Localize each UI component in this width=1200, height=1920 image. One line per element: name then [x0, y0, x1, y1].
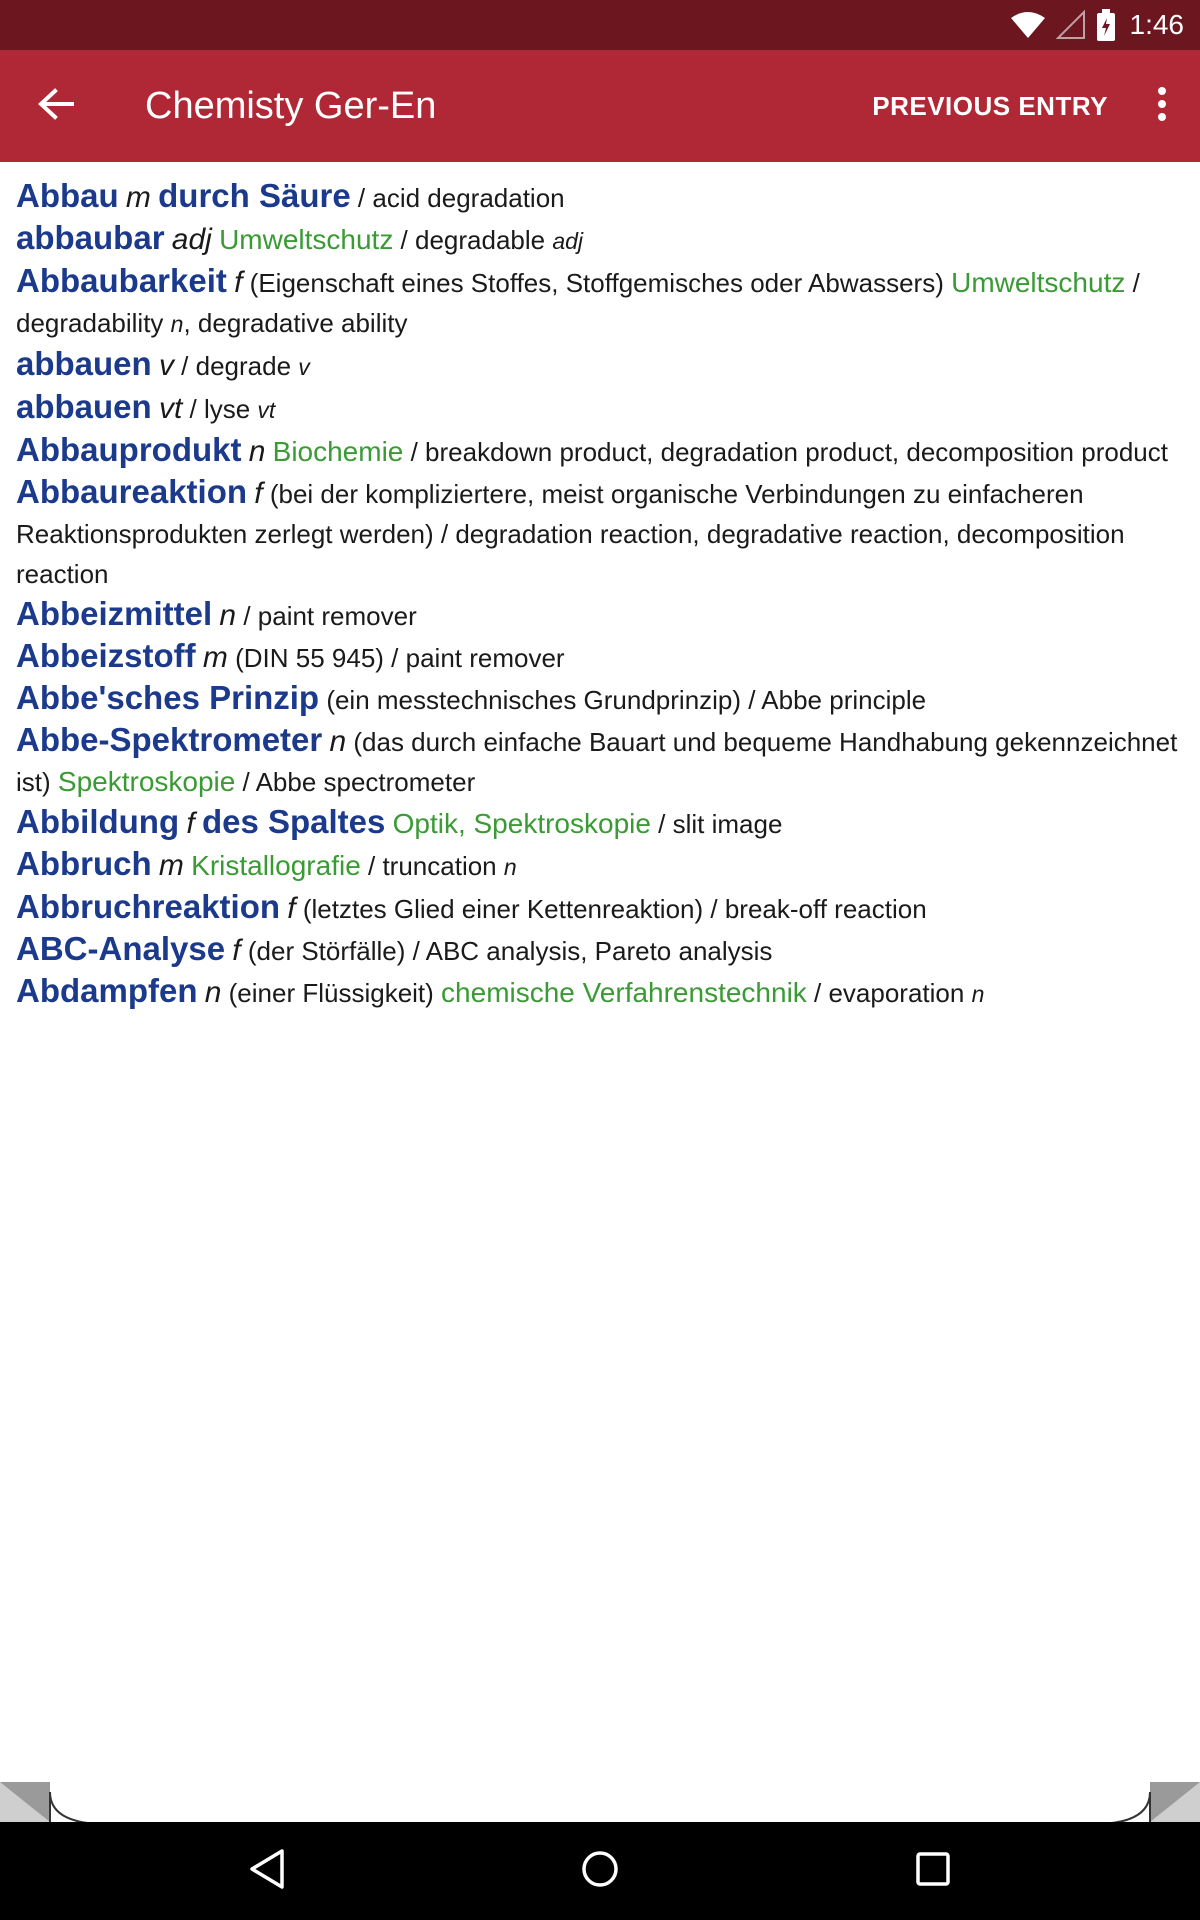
grammar-tag: f: [234, 266, 243, 299]
entry-list: [16, 176, 1184, 1014]
field-label: chemische Verfahrenstechnik: [441, 977, 807, 1008]
grammar-tag: m: [202, 641, 228, 674]
dictionary-entry[interactable]: [16, 218, 1184, 261]
grammar-tag: f: [254, 477, 263, 510]
definition-text: , degradative ability: [183, 308, 408, 338]
headword[interactable]: Abbe'sches Prinzip: [16, 679, 320, 716]
headword[interactable]: Abbauprodukt: [16, 431, 242, 468]
definition-text: / Abbe spectrometer: [235, 767, 476, 797]
definition-text: [195, 809, 202, 839]
definition-text: [265, 437, 272, 467]
headword[interactable]: abbaubar: [16, 219, 165, 256]
headword[interactable]: des Spaltes: [201, 803, 386, 840]
definition-text: [152, 394, 159, 424]
dictionary-entry[interactable]: [16, 344, 1184, 387]
definition-text: / paint remover: [236, 601, 417, 631]
status-time: 1:46: [1129, 9, 1184, 40]
wifi-icon: [1010, 11, 1046, 39]
nav-back-button[interactable]: [217, 1822, 317, 1920]
definition-text: (einer Flüssigkeit): [221, 978, 442, 1008]
definition-text: (das durch einfache Bauart und bequeme Handhabung gekennzeichnet ist): [16, 727, 1178, 797]
back-button[interactable]: [0, 50, 112, 162]
grammar-tag: m: [125, 181, 151, 214]
definition-text: (Eigenschaft eines Stoffes, Stoffgemisches oder Abwassers): [242, 268, 952, 298]
definition-text: / slit image: [650, 809, 783, 839]
definition-text: [152, 351, 159, 381]
definition-text: [212, 225, 219, 255]
dictionary-entry[interactable]: [16, 844, 1184, 887]
grammar-tag: m: [158, 849, 184, 882]
definition-text: [119, 183, 126, 213]
headword[interactable]: Abbaureaktion: [16, 473, 248, 510]
definition-text: (ein messtechnisches Grundprinzip) / Abbe principle: [319, 685, 927, 715]
definition-text: [152, 851, 159, 881]
definition-text: [385, 809, 392, 839]
dictionary-entry[interactable]: [16, 176, 1184, 218]
grammar-tag: adj: [552, 228, 584, 254]
grammar-tag: n: [204, 976, 222, 1009]
grammar-tag: f: [232, 934, 241, 967]
app-bar: [0, 50, 1200, 162]
headword[interactable]: abbauen: [16, 388, 152, 425]
signal-icon: [1056, 10, 1086, 40]
back-arrow-icon: [38, 88, 74, 125]
dictionary-entry[interactable]: [16, 472, 1184, 594]
headword[interactable]: ABC-Analyse: [16, 930, 226, 967]
headword[interactable]: Abbaubarkeit: [16, 262, 227, 299]
grammar-tag: f: [186, 807, 195, 840]
dictionary-entry[interactable]: [16, 971, 1184, 1014]
definition-text: (DIN 55 945) / paint remover: [227, 643, 565, 673]
dictionary-entry[interactable]: [16, 387, 1184, 430]
nav-home-icon: [580, 1849, 620, 1894]
headword[interactable]: Abdampfen: [16, 972, 198, 1009]
headword[interactable]: Abbildung: [16, 803, 180, 840]
headword[interactable]: Abbe-Spektrometer: [16, 721, 323, 758]
navigation-bar: [0, 1822, 1200, 1920]
dictionary-entry[interactable]: [16, 678, 1184, 720]
grammar-tag: n: [219, 599, 237, 632]
status-bar: [0, 0, 1200, 50]
field-label: Optik, Spektroskopie: [392, 808, 651, 839]
headword[interactable]: durch Säure: [158, 177, 351, 214]
field-label: Kristallografie: [191, 850, 361, 881]
dictionary-entry[interactable]: [16, 636, 1184, 678]
dictionary-entry[interactable]: [16, 594, 1184, 636]
grammar-tag: n: [248, 435, 266, 468]
definition-text: / breakdown product, degradation product, decomposition product: [403, 437, 1168, 467]
grammar-tag: vt: [257, 397, 276, 423]
definition-text: / degradable: [393, 225, 553, 255]
dictionary-entry[interactable]: [16, 929, 1184, 971]
dictionary-entry[interactable]: [16, 261, 1184, 344]
dictionary-entry[interactable]: [16, 720, 1184, 802]
grammar-tag: n: [170, 311, 184, 337]
overflow-menu-button[interactable]: [1132, 50, 1192, 162]
dictionary-entry[interactable]: [16, 430, 1184, 472]
grammar-tag: f: [287, 892, 296, 925]
grammar-tag: n: [503, 854, 517, 880]
definition-text: / evaporation: [806, 978, 972, 1008]
nav-recents-icon: [915, 1851, 951, 1892]
definition-text: [196, 643, 203, 673]
definition-text: [198, 978, 205, 1008]
grammar-tag: v: [158, 349, 174, 382]
headword[interactable]: Abbruchreaktion: [16, 888, 281, 925]
headword[interactable]: Abbeizmittel: [16, 595, 213, 632]
definition-text: / acid degradation: [350, 183, 565, 213]
grammar-tag: n: [971, 981, 985, 1007]
dictionary-entry[interactable]: [16, 802, 1184, 844]
nav-back-icon: [247, 1848, 287, 1895]
field-label: Spektroskopie: [57, 766, 236, 797]
headword[interactable]: Abbau: [16, 177, 119, 214]
definition-text: [165, 225, 172, 255]
headword[interactable]: abbauen: [16, 345, 152, 382]
definition-text: (der Störfälle) / ABC analysis, Pareto analysis: [240, 936, 773, 966]
battery-icon: [1096, 9, 1116, 41]
definition-text: / degradability: [16, 268, 1140, 338]
grammar-tag: n: [329, 725, 347, 758]
field-label: Biochemie: [272, 436, 404, 467]
dictionary-entry[interactable]: [16, 887, 1184, 929]
definition-text: / degrade: [173, 351, 299, 381]
grammar-tag: vt: [158, 392, 183, 425]
overflow-menu-icon: [1156, 86, 1168, 127]
definition-text: [241, 437, 248, 467]
grammar-tag: adj: [171, 223, 212, 256]
nav-home-button[interactable]: [550, 1822, 650, 1920]
page-curl-decoration: [0, 1752, 1200, 1824]
app-title: Chemisty Ger-En: [145, 84, 437, 127]
headword[interactable]: Abbruch: [16, 845, 152, 882]
definition-text: (bei der kompliziertere, meist organische Verbindungen zu einfacheren Reaktionsprodukten zerlegt werden) / degradation reaction, degradative reaction, decomposition reaction: [16, 479, 1125, 589]
field-label: Umweltschutz: [951, 267, 1126, 298]
nav-recents-button[interactable]: [883, 1822, 983, 1920]
grammar-tag: v: [298, 354, 310, 380]
dictionary-content: [0, 162, 1200, 1822]
definition-text: (letztes Glied einer Kettenreaktion) / break-off reaction: [295, 894, 927, 924]
previous-entry-button[interactable]: PREVIOUS ENTRY: [872, 90, 1108, 121]
definition-text: / truncation: [360, 851, 504, 881]
definition-text: / lyse: [182, 394, 258, 424]
headword[interactable]: Abbeizstoff: [16, 637, 196, 674]
field-label: Umweltschutz: [219, 224, 394, 255]
